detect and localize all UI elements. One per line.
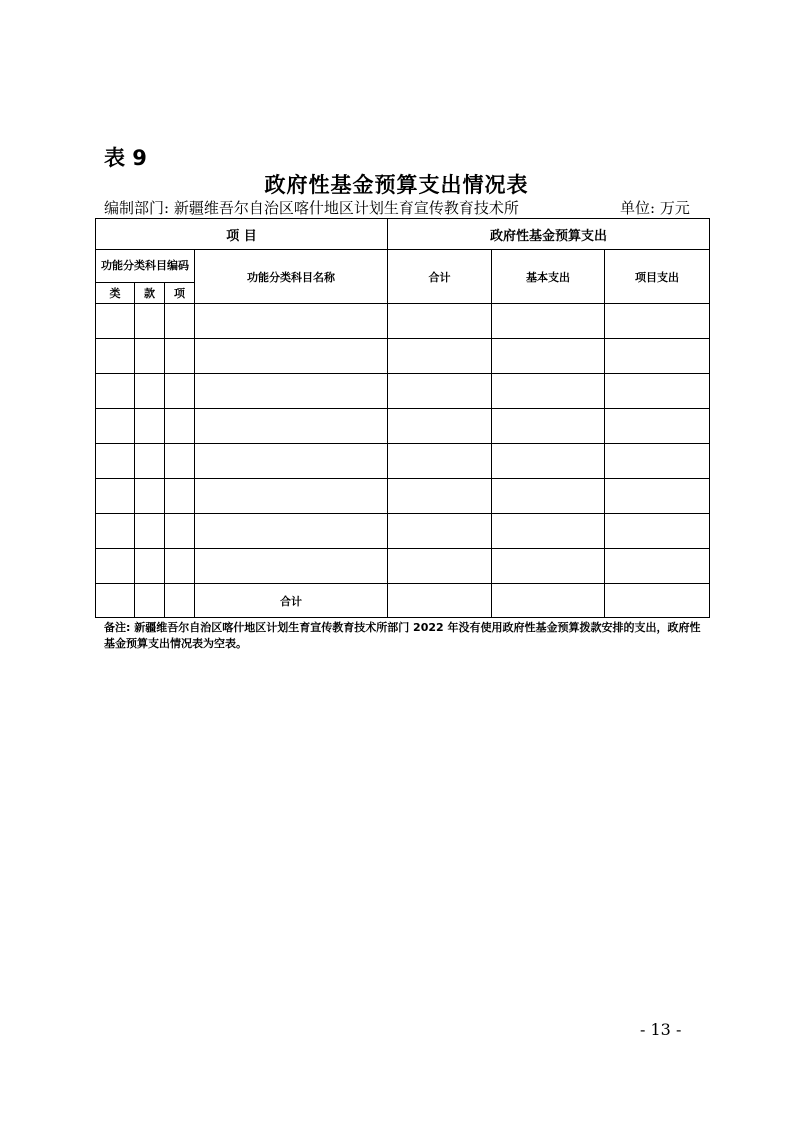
table-cell: [388, 374, 492, 409]
table-cell: [195, 339, 388, 374]
table-cell: [135, 409, 165, 444]
table-row: [96, 304, 710, 339]
table-cell: [96, 409, 135, 444]
table-cell: [165, 514, 195, 549]
page-number: - 13 -: [640, 1020, 682, 1039]
table-cell: [605, 549, 710, 584]
total-col-header: 合计: [388, 250, 492, 304]
table-cell: [96, 374, 135, 409]
table-cell: [492, 479, 605, 514]
table-cell: [195, 549, 388, 584]
org-label: 编制部门: 新疆维吾尔自治区喀什地区计划生育宣传教育技术所: [104, 199, 519, 217]
table-cell: [388, 584, 492, 618]
table-row: [96, 409, 710, 444]
table-cell: [492, 374, 605, 409]
table-cell: [605, 514, 710, 549]
table-cell: [388, 409, 492, 444]
table-cell: [96, 339, 135, 374]
table-cell: [605, 584, 710, 618]
code-group-header: 功能分类科目编码: [96, 250, 195, 283]
table-cell: [195, 514, 388, 549]
table-cell: [605, 374, 710, 409]
page-title: 政府性基金预算支出情况表: [264, 173, 529, 197]
table-cell: [492, 549, 605, 584]
table-cell: [195, 444, 388, 479]
name-col-header: 功能分类科目名称: [195, 250, 388, 304]
table-cell: [492, 339, 605, 374]
table-cell: [195, 304, 388, 339]
header-row-2: [96, 250, 710, 283]
table-cell: [135, 304, 165, 339]
table-cell: [165, 549, 195, 584]
table-cell: [195, 409, 388, 444]
table-cell: [492, 304, 605, 339]
table-cell: [135, 584, 165, 618]
table-cell: [165, 339, 195, 374]
table-cell: [165, 479, 195, 514]
header-expense: 政府性基金预算支出: [388, 219, 710, 250]
code-col-xiang: 项: [165, 283, 195, 304]
table-row: [96, 339, 710, 374]
table-cell: [388, 444, 492, 479]
header-item: 项 目: [96, 219, 388, 250]
code-col-lei: 类: [96, 283, 135, 304]
total-row-label: 合计: [195, 584, 388, 618]
table-cell: [135, 444, 165, 479]
total-row: [96, 584, 710, 618]
table-cell: [388, 339, 492, 374]
table-row: [96, 479, 710, 514]
table-cell: [605, 479, 710, 514]
table-label: 表 9: [104, 146, 147, 170]
table-cell: [605, 339, 710, 374]
unit-label: 单位: 万元: [620, 199, 690, 217]
table-cell: [388, 304, 492, 339]
table-cell: [96, 514, 135, 549]
table-row: [96, 514, 710, 549]
table-cell: [96, 444, 135, 479]
project-col-header: 项目支出: [605, 250, 710, 304]
table-cell: [135, 374, 165, 409]
table-cell: [388, 479, 492, 514]
table-cell: [165, 444, 195, 479]
table-cell: [165, 409, 195, 444]
table-cell: [96, 479, 135, 514]
table-cell: [605, 444, 710, 479]
table-cell: [605, 304, 710, 339]
basic-col-header: 基本支出: [492, 250, 605, 304]
table-row: [96, 444, 710, 479]
table-cell: [135, 339, 165, 374]
budget-table: [95, 218, 710, 618]
table-row: [96, 374, 710, 409]
table-cell: [96, 584, 135, 618]
table-cell: [135, 549, 165, 584]
table-cell: [492, 444, 605, 479]
table-cell: [388, 549, 492, 584]
table-cell: [165, 374, 195, 409]
table-cell: [195, 374, 388, 409]
table-cell: [135, 479, 165, 514]
table-cell: [96, 549, 135, 584]
table-cell: [492, 409, 605, 444]
table-cell: [492, 584, 605, 618]
table-cell: [492, 514, 605, 549]
table-cell: [165, 304, 195, 339]
table-cell: [388, 514, 492, 549]
header-row-1: [96, 219, 710, 250]
table-cell: [96, 304, 135, 339]
table-cell: [165, 584, 195, 618]
table-cell: [135, 514, 165, 549]
note: 备注: 新疆维吾尔自治区喀什地区计划生育宣传教育技术所部门 2022 年没有使用政府性基金预算拨款安排的支出，政府性基金预算支出情况表为空表。: [104, 621, 701, 650]
table-cell: [605, 409, 710, 444]
table-row: [96, 549, 710, 584]
table-cell: [195, 479, 388, 514]
code-col-kuan: 款: [135, 283, 165, 304]
